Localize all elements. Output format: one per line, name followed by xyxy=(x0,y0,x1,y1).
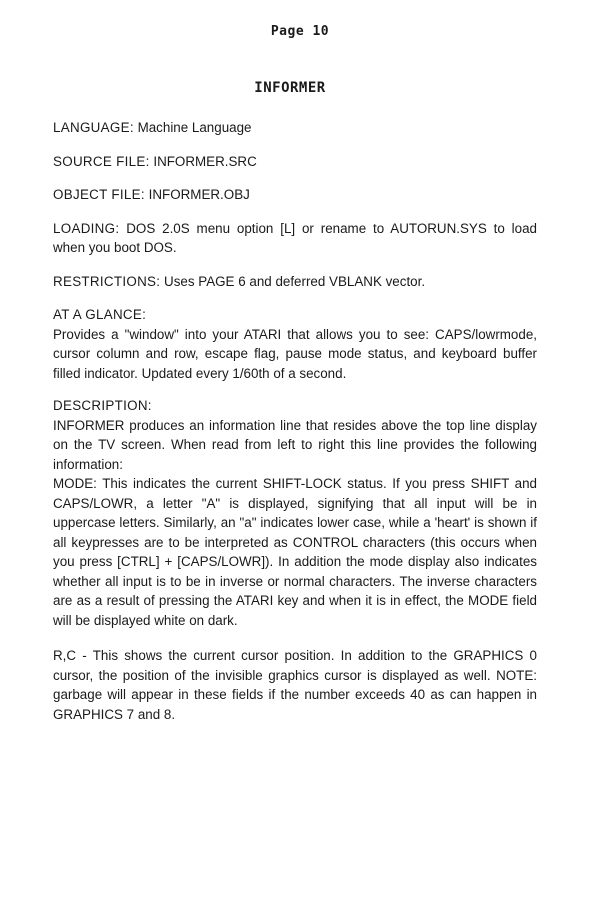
field-label: OBJECT FILE: xyxy=(53,187,145,202)
section-description xyxy=(53,396,537,724)
field-label: RESTRICTIONS: xyxy=(53,273,161,289)
field-loading xyxy=(53,219,537,258)
page-number: Page 10 xyxy=(270,24,330,39)
field-value: DOS 2.0S menu option [L] or rename to AUTORUN.SYS to load when you boot DOS. xyxy=(53,220,537,255)
description-paragraph-intro: INFORMER produces an information line that resides above the top line display on the TV screen. When read from left to right this line provides the following information: xyxy=(53,417,537,472)
document-title: INFORMER xyxy=(254,80,326,96)
section-heading: DESCRIPTION: xyxy=(53,398,152,413)
field-value: Uses PAGE 6 and deferred VBLANK vector. xyxy=(164,273,426,289)
document-body xyxy=(53,118,537,737)
field-object-file xyxy=(53,185,537,205)
field-value: INFORMER.OBJ xyxy=(148,187,250,202)
section-at-a-glance xyxy=(53,305,537,383)
field-language xyxy=(53,118,537,138)
field-label: LOADING: xyxy=(53,220,120,236)
section-heading: AT A GLANCE: xyxy=(53,307,147,322)
field-label: SOURCE FILE: xyxy=(53,153,150,169)
field-label: LANGUAGE: xyxy=(53,120,134,135)
section-text: Provides a "window" into your ATARI that allows you to see: CAPS/lowrmode, cursor column and row, escape flag, pause mode status, and keyboard buffer filled indicator. Updated every 1/60th of a second. xyxy=(53,326,537,381)
field-value: Machine Language xyxy=(137,120,252,135)
field-value: INFORMER.SRC xyxy=(153,153,257,169)
description-paragraph-cursor: R,C - This shows the current cursor position. In addition to the GRAPHICS 0 cursor, the position of the invisible graphics cursor is displayed as well. NOTE: garbage will appear in these fields if the number exceeds 40 as can happen in GRAPHICS 7 and 8. xyxy=(53,648,537,722)
description-paragraph-mode: MODE: This indicates the current SHIFT-LOCK status. If you press SHIFT and CAPS/LOWR, a letter "A" is displayed, signifying that all input will be in uppercase letters. Similarly, an "a" indicates lower case, while a 'heart' is shown if all keypresses are to be interpreted as CONTROL characters (this occurs when you press [CTRL] + [CAPS/LOWR]). In addition the mode display also indicates whether all input is to be in inverse or normal characters. The inverse characters are as a result of pressing the ATARI key and when it is in effect, the MODE field will be displayed white on dark. xyxy=(53,476,537,628)
field-restrictions xyxy=(53,272,537,292)
field-source-file xyxy=(53,152,537,172)
